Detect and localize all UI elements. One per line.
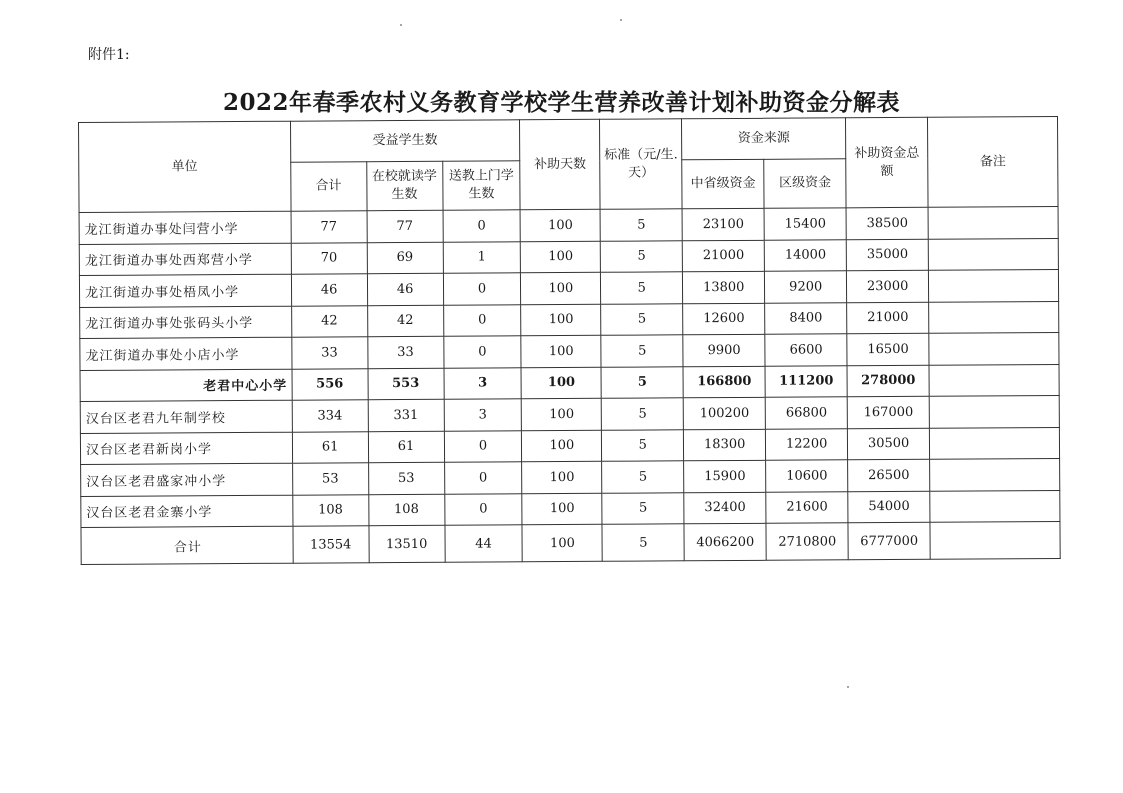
header-total: 合计: [290, 162, 366, 211]
header-subsidy-total: 补助资金总额: [846, 117, 929, 207]
cell-central: 23100: [682, 208, 764, 240]
cell-home: 0: [444, 493, 522, 525]
cell-days: 100: [521, 272, 601, 304]
cell-home: 0: [443, 336, 521, 368]
cell-in-school: 69: [367, 242, 443, 274]
scan-speck: [847, 686, 849, 688]
cell-central: 15900: [684, 460, 766, 492]
cell-days: 100: [520, 209, 600, 241]
cell-days: 100: [522, 430, 602, 462]
cell-unit: 龙江街道办事处小店小学: [80, 337, 292, 370]
table-header: [79, 117, 1059, 213]
cell-district: 2710800: [766, 523, 848, 561]
cell-in-school: 77: [367, 210, 443, 242]
header-remarks: 备注: [928, 117, 1058, 208]
cell-unit: 汉台区老君盛家冲小学: [81, 463, 293, 496]
cell-unit: 老君中心小学: [80, 369, 292, 402]
cell-remark: [930, 459, 1060, 491]
cell-total: 53: [292, 463, 368, 495]
cell-in-school: 46: [367, 273, 443, 305]
cell-central: 13800: [683, 271, 765, 303]
cell-in-school: 13510: [369, 525, 445, 562]
table-body: [79, 207, 1060, 565]
cell-total: 70: [291, 242, 367, 274]
cell-subsidy: 16500: [847, 333, 929, 365]
cell-remark: [929, 364, 1059, 396]
cell-unit: 龙江街道办事处张码头小学: [80, 306, 292, 339]
cell-standard: 5: [602, 524, 684, 561]
scan-speck: [400, 24, 402, 26]
cell-central: 21000: [682, 240, 764, 272]
cell-unit: 龙江街道办事处梧凤小学: [79, 274, 291, 307]
header-standard: 标准（元/生.天）: [600, 119, 682, 209]
cell-unit: 龙江街道办事处西郑营小学: [79, 243, 291, 276]
cell-central: 166800: [683, 366, 765, 398]
header-in-school: 在校就读学生数: [366, 161, 442, 210]
cell-standard: 5: [601, 366, 683, 398]
cell-district: 14000: [764, 239, 846, 271]
cell-standard: 5: [602, 461, 684, 493]
cell-remark: [930, 490, 1060, 522]
cell-remark: [928, 207, 1058, 239]
header-unit: 单位: [79, 121, 291, 212]
cell-in-school: 331: [368, 399, 444, 431]
cell-unit: 合计: [81, 526, 293, 564]
cell-central: 9900: [683, 334, 765, 366]
cell-unit: 汉台区老君九年制学校: [80, 400, 292, 433]
cell-total: 13554: [293, 526, 369, 563]
cell-remark: [928, 238, 1058, 270]
cell-days: 100: [522, 461, 602, 493]
cell-subsidy: 6777000: [848, 522, 930, 560]
cell-standard: 5: [601, 240, 683, 272]
cell-district: 12200: [766, 428, 848, 460]
header-central-provincial: 中省级资金: [682, 159, 764, 208]
cell-standard: 5: [600, 209, 682, 241]
cell-subsidy: 54000: [848, 491, 930, 523]
cell-days: 100: [522, 493, 602, 525]
cell-in-school: 42: [367, 305, 443, 337]
cell-subsidy: 278000: [847, 365, 929, 397]
header-beneficiaries: 受益学生数: [290, 120, 520, 162]
header-fund-source: 资金来源: [682, 118, 846, 160]
page-title: 2022年春季农村义务教育学校学生营养改善计划补助资金分解表: [222, 89, 900, 116]
cell-total: 33: [291, 337, 367, 369]
cell-total: 77: [291, 211, 367, 243]
cell-standard: 5: [602, 429, 684, 461]
cell-subsidy: 21000: [847, 302, 929, 334]
cell-standard: 5: [602, 398, 684, 430]
cell-district: 66800: [765, 397, 847, 429]
total-row: [81, 522, 1060, 565]
cell-days: 100: [521, 367, 601, 399]
cell-unit: 汉台区老君金寨小学: [81, 495, 293, 528]
cell-central: 100200: [683, 397, 765, 429]
cell-home: 0: [443, 304, 521, 336]
cell-home: 0: [443, 210, 521, 242]
cell-district: 21600: [766, 491, 848, 523]
cell-in-school: 553: [368, 368, 444, 400]
cell-home: 1: [443, 241, 521, 273]
cell-home: 3: [444, 399, 522, 431]
cell-central: 32400: [684, 492, 766, 524]
cell-remark: [929, 301, 1059, 333]
cell-district: 6600: [765, 334, 847, 366]
cell-total: 42: [291, 305, 367, 337]
cell-central: 4066200: [684, 523, 766, 561]
cell-home: 44: [445, 525, 523, 562]
attachment-label: 附件1:: [88, 47, 130, 63]
header-district: 区级资金: [764, 159, 846, 208]
cell-in-school: 53: [368, 462, 444, 494]
cell-remark: [929, 270, 1059, 302]
cell-district: 111200: [765, 365, 847, 397]
cell-subsidy: 167000: [847, 396, 929, 428]
cell-district: 8400: [765, 302, 847, 334]
cell-total: 46: [291, 274, 367, 306]
cell-total: 334: [292, 400, 368, 432]
cell-total: 556: [292, 368, 368, 400]
cell-in-school: 108: [368, 494, 444, 526]
cell-subsidy: 35000: [846, 239, 928, 271]
cell-days: 100: [522, 398, 602, 430]
cell-subsidy: 26500: [848, 459, 930, 491]
cell-standard: 5: [602, 492, 684, 524]
cell-standard: 5: [601, 303, 683, 335]
cell-subsidy: 30500: [848, 428, 930, 460]
cell-home: 0: [444, 430, 522, 462]
cell-central: 18300: [684, 429, 766, 461]
cell-remark: [930, 522, 1060, 560]
cell-home: 0: [444, 462, 522, 494]
cell-days: 100: [522, 524, 602, 561]
cell-remark: [929, 333, 1059, 365]
cell-days: 100: [521, 241, 601, 273]
cell-central: 12600: [683, 303, 765, 335]
cell-standard: 5: [601, 335, 683, 367]
cell-district: 15400: [764, 208, 846, 240]
header-home-delivery: 送教上门学生数: [442, 161, 520, 210]
cell-home: 3: [444, 367, 522, 399]
cell-unit: 汉台区老君新岗小学: [80, 432, 292, 465]
cell-days: 100: [521, 304, 601, 336]
cell-remark: [929, 396, 1059, 428]
cell-remark: [930, 427, 1060, 459]
cell-district: 10600: [766, 460, 848, 492]
cell-home: 0: [443, 273, 521, 305]
cell-subsidy: 38500: [846, 207, 928, 239]
cell-subsidy: 23000: [847, 270, 929, 302]
cell-in-school: 61: [368, 431, 444, 463]
cell-total: 108: [292, 494, 368, 526]
cell-total: 61: [292, 431, 368, 463]
cell-district: 9200: [765, 271, 847, 303]
cell-days: 100: [521, 335, 601, 367]
cell-standard: 5: [601, 272, 683, 304]
header-days: 补助天数: [520, 119, 600, 209]
subsidy-table: [78, 116, 1061, 565]
scan-speck: [620, 19, 622, 21]
cell-unit: 龙江街道办事处闫营小学: [79, 211, 291, 244]
cell-in-school: 33: [367, 336, 443, 368]
